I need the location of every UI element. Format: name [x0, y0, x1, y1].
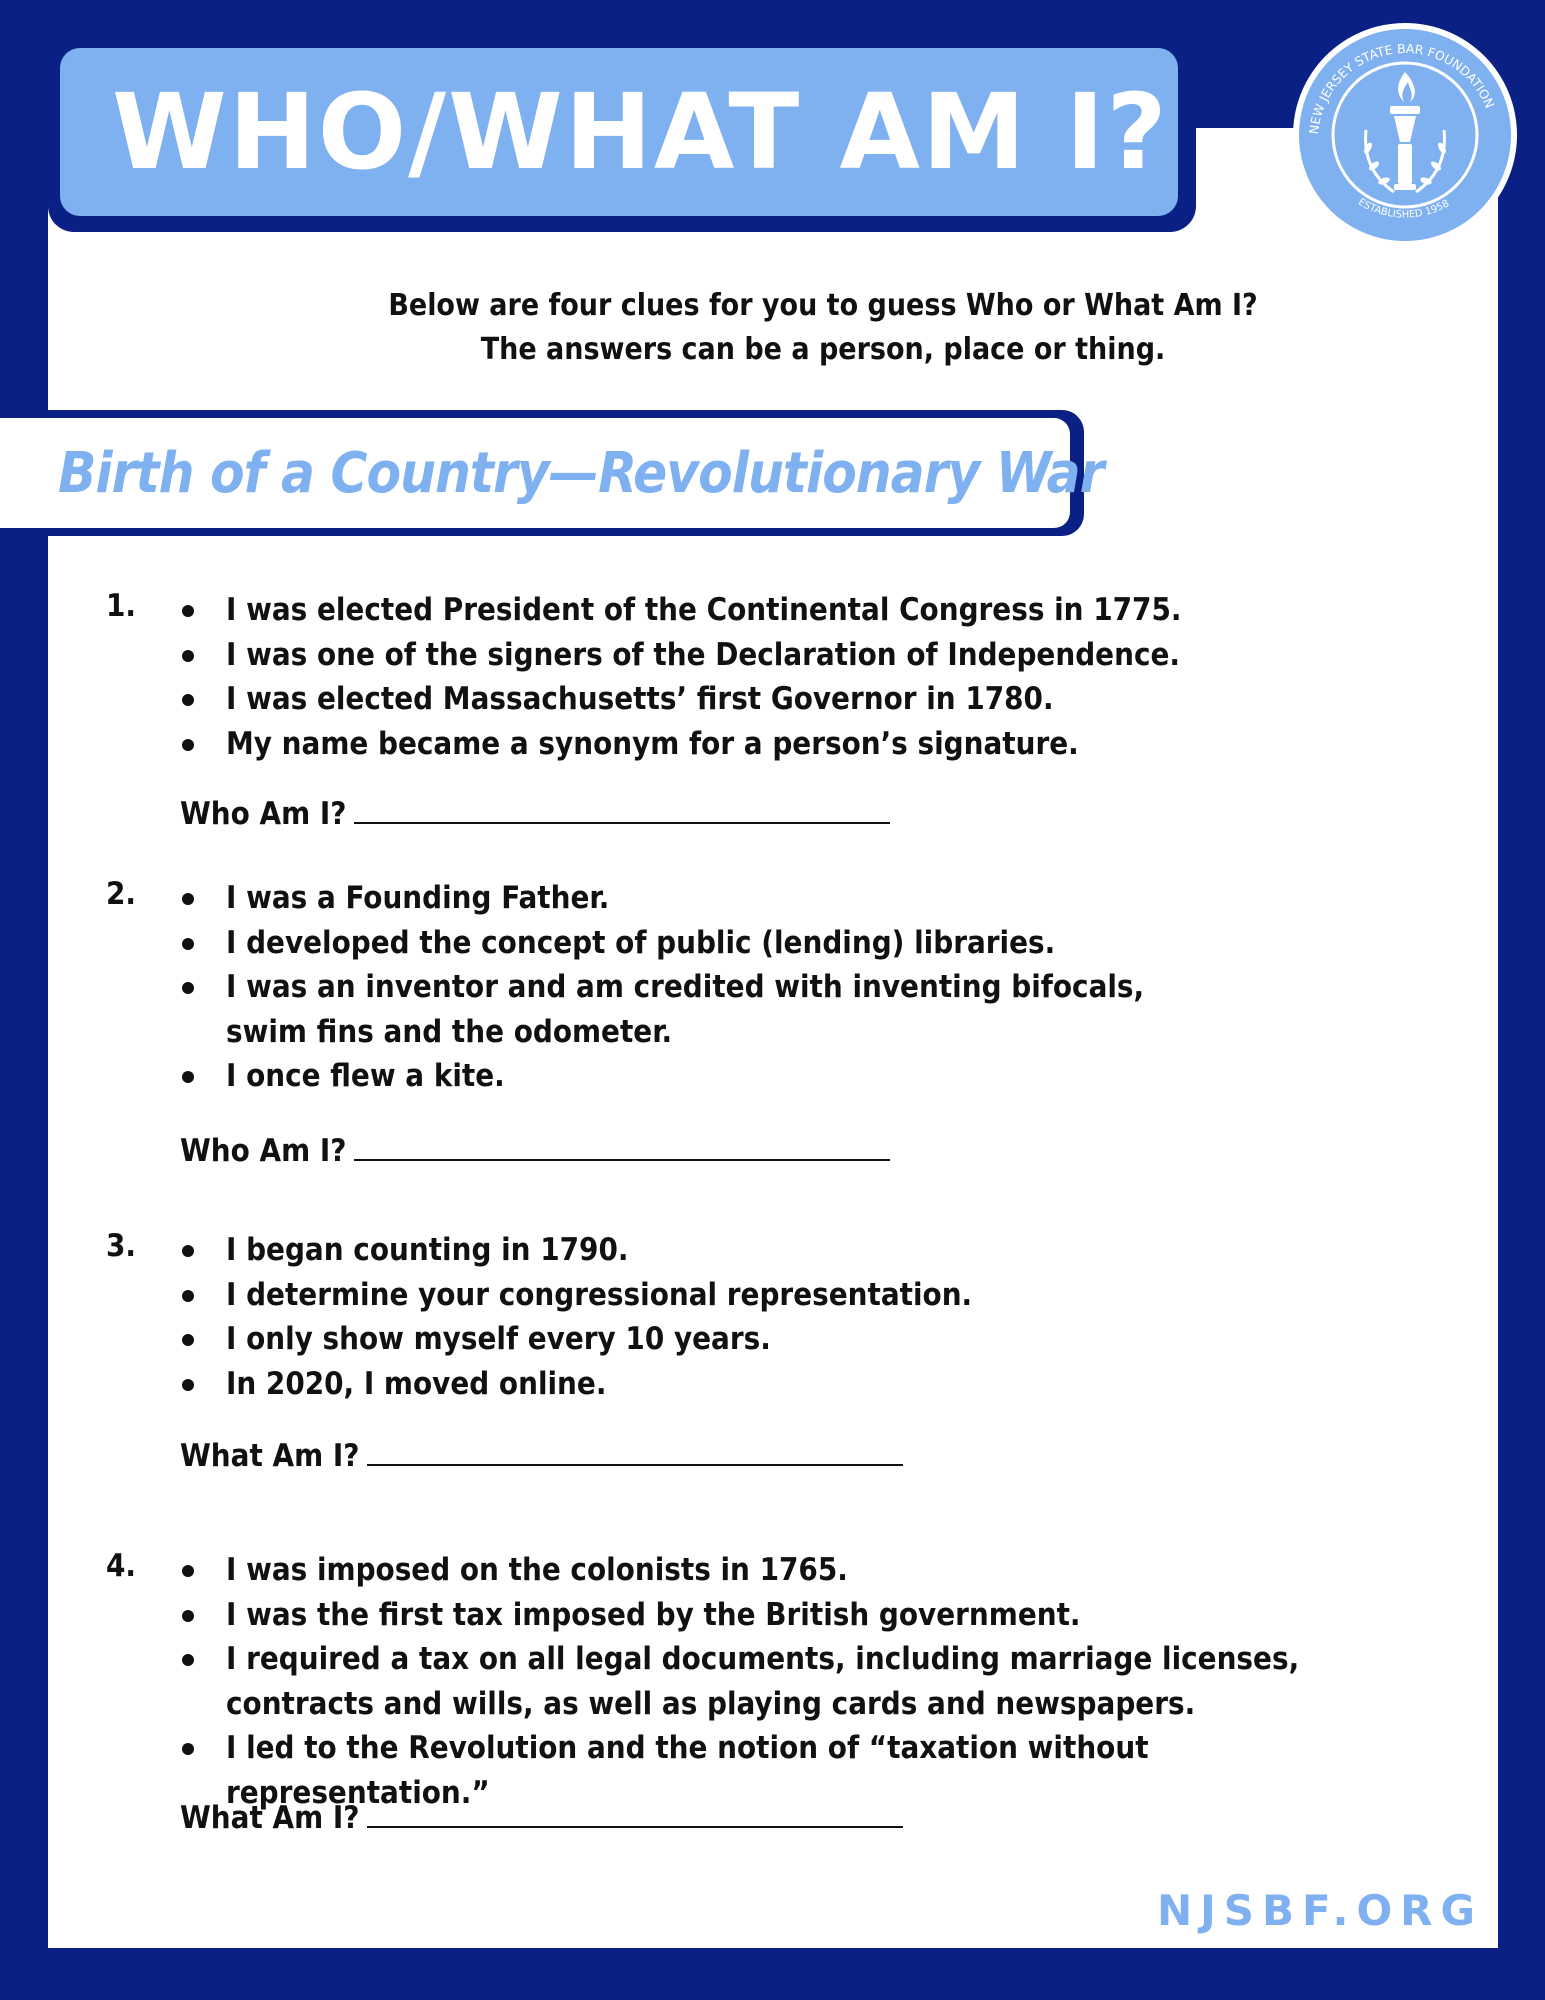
title-banner	[60, 48, 1178, 216]
clue-item: I was one of the signers of the Declaration of Independence.	[178, 633, 1438, 678]
clue-item: In 2020, I moved online.	[178, 1362, 1438, 1407]
clue-list	[178, 876, 1178, 1099]
clue-item: I once flew a kite.	[178, 1054, 1178, 1099]
seal-text-bottom: ESTABLISHED 1958	[1356, 196, 1452, 221]
clue-item: I was a Founding Father.	[178, 876, 1178, 921]
clue-item: I determine your congressional representation.	[178, 1273, 1438, 1318]
clue-item: I was imposed on the colonists in 1765.	[178, 1548, 1408, 1593]
clue-list	[178, 1228, 1438, 1406]
answer-label: Who Am I?	[180, 1133, 347, 1169]
foundation-seal-logo	[1290, 20, 1520, 250]
answer-label: What Am I?	[180, 1438, 360, 1474]
answer-blank[interactable]	[354, 1131, 890, 1161]
clue-item: I led to the Revolution and the notion of “taxation without representation.”	[178, 1726, 1408, 1815]
question-number: 4.	[106, 1548, 137, 1584]
question-number: 1.	[106, 588, 137, 624]
instructions-line-2: The answers can be a person, place or thing.	[480, 332, 1166, 367]
question-number: 2.	[106, 876, 137, 912]
clue-item: I only show myself every 10 years.	[178, 1317, 1438, 1362]
clue-item: I began counting in 1790.	[178, 1228, 1438, 1273]
clue-item: I required a tax on all legal documents, including marriage licenses, contracts and wills, as well as playing cards and newspapers.	[178, 1637, 1408, 1726]
answer-row	[180, 1798, 903, 1836]
answer-row	[180, 794, 890, 832]
website-link[interactable]: NJSBF.ORG	[1156, 1886, 1483, 1935]
clue-list	[178, 588, 1438, 766]
section-banner	[0, 418, 1104, 528]
clue-list	[178, 1548, 1408, 1815]
page-title: WHO/WHAT AM I?	[112, 71, 1169, 193]
answer-row	[180, 1436, 903, 1474]
instructions-line-1: Below are four clues for you to guess Who or What Am I?	[388, 288, 1258, 323]
clue-item: I was elected President of the Continental Congress in 1775.	[178, 588, 1438, 633]
answer-blank[interactable]	[354, 794, 890, 824]
answer-blank[interactable]	[367, 1436, 903, 1466]
section-title: Birth of a Country—Revolutionary War	[58, 440, 1104, 506]
clue-item: I was the first tax imposed by the British government.	[178, 1593, 1408, 1638]
answer-blank[interactable]	[367, 1798, 903, 1828]
question-number: 3.	[106, 1228, 137, 1264]
seal-text-top: NEW JERSEY STATE BAR FOUNDATION	[1306, 40, 1498, 135]
answer-label: Who Am I?	[180, 796, 347, 832]
answer-row	[180, 1131, 890, 1169]
instructions	[48, 284, 1498, 372]
clue-item: My name became a synonym for a person’s signature.	[178, 722, 1438, 767]
answer-label: What Am I?	[180, 1800, 360, 1836]
clue-item: I developed the concept of public (lending) libraries.	[178, 921, 1178, 966]
clue-item: I was elected Massachusetts’ first Governor in 1780.	[178, 677, 1438, 722]
clue-item: I was an inventor and am credited with inventing bifocals, swim fins and the odometer.	[178, 965, 1178, 1054]
